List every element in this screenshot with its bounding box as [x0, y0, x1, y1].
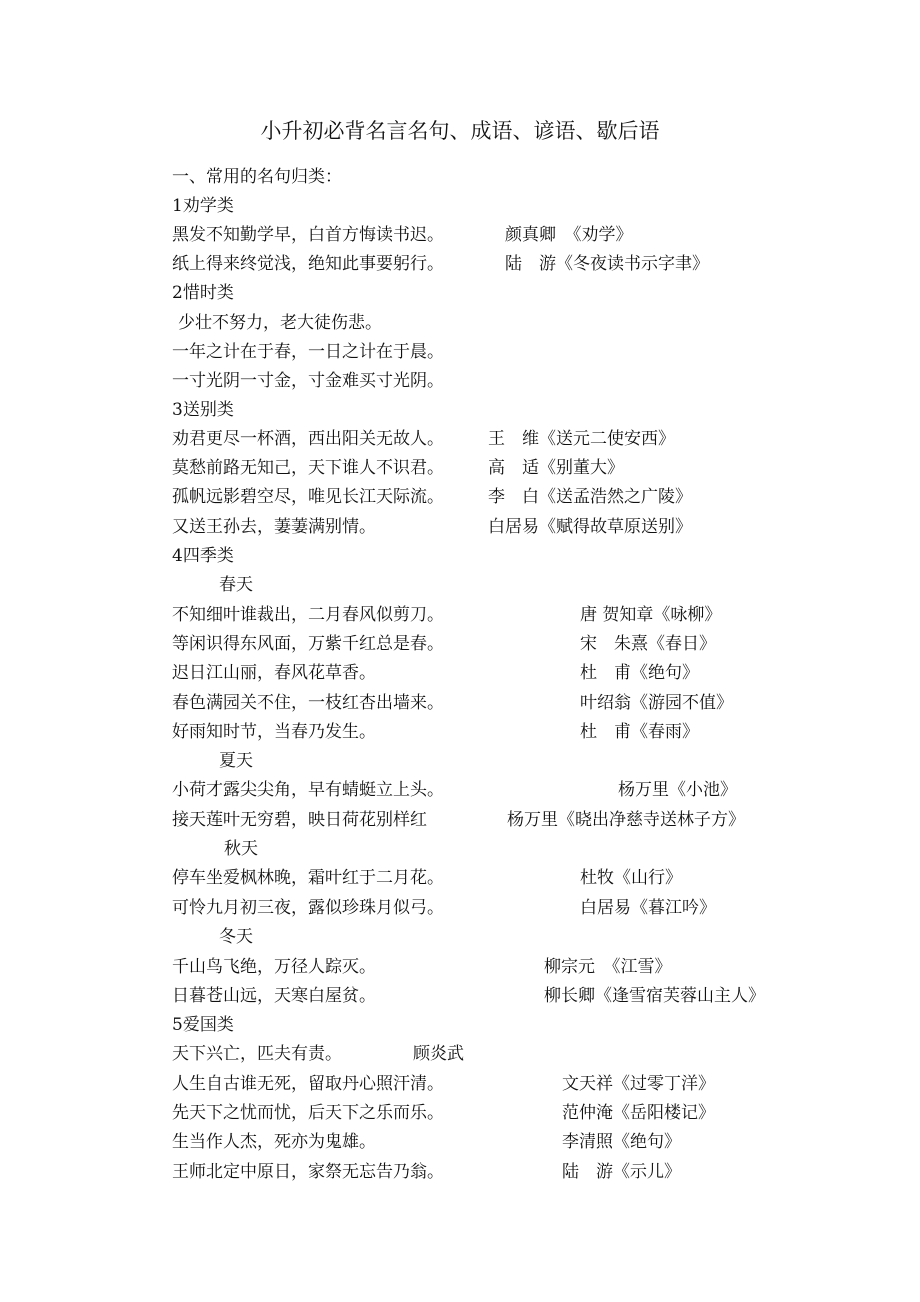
quote-text: 迟日江山丽，春风花草香。 [172, 663, 376, 683]
category-heading-study [0, 192, 920, 221]
quote-text: 少壮不努力，老大徒伤悲。 [178, 313, 382, 333]
quote-source: 白居易《赋得故草原送别》 [488, 517, 692, 537]
quote-source: 白居易《暮江吟》 [580, 898, 716, 918]
section-heading-famous-quotes [0, 163, 920, 192]
subheading-label: 夏天 [219, 751, 253, 771]
subheading-winter [0, 923, 920, 952]
quote-source: 高 适《别董大》 [488, 458, 624, 478]
quote-source: 颜真卿 《劝学》 [505, 225, 633, 245]
quote-text: 生当作人杰，死亦为鬼雄。 [172, 1132, 376, 1152]
quote-source: 宋 朱熹《春日》 [580, 634, 716, 654]
quote-text: 劝君更尽一杯酒，西出阳关无故人。 [172, 429, 444, 449]
quote-source: 李 白《送孟浩然之广陵》 [488, 487, 692, 507]
quote-text: 一寸光阴一寸金，寸金难买寸光阴。 [172, 371, 444, 391]
category-heading-time [0, 279, 920, 308]
quote-source: 唐 贺知章《咏柳》 [580, 605, 722, 625]
quote-line [0, 367, 920, 396]
quote-line [0, 1099, 920, 1128]
quote-line [0, 601, 920, 630]
category-heading-label: 4四季类 [172, 546, 234, 566]
quote-text: 等闲识得东风面，万紫千红总是春。 [172, 634, 444, 654]
quote-line [0, 425, 920, 454]
quote-line [0, 483, 920, 512]
category-heading-label: 2惜时类 [172, 283, 234, 303]
subheading-label: 秋天 [224, 839, 258, 859]
quote-text: 孤帆远影碧空尽，唯见长江天际流。 [172, 487, 444, 507]
quote-line [0, 776, 920, 805]
quote-line [0, 1158, 920, 1187]
quote-line [0, 1128, 920, 1157]
quote-text: 春色满园关不住，一枝红杏出墙来。 [172, 693, 444, 713]
quote-source: 范仲淹《岳阳楼记》 [562, 1103, 715, 1123]
quote-source: 王 维《送元二使安西》 [488, 429, 675, 449]
quote-text: 王师北定中原日，家祭无忘告乃翁。 [172, 1162, 444, 1182]
quote-line [0, 1070, 920, 1099]
quote-line [0, 454, 920, 483]
quote-line [0, 982, 920, 1011]
quote-source: 杨万里《晓出净慈寺送林子方》 [507, 810, 745, 830]
quote-line [0, 1040, 920, 1069]
quote-text: 黑发不知勤学早，白首方悔读书迟。 [172, 225, 444, 245]
quote-text: 莫愁前路无知己，天下谁人不识君。 [172, 458, 444, 478]
quote-text: 日暮苍山远，天寒白屋贫。 [172, 986, 376, 1006]
quote-text: 不知细叶谁裁出，二月春风似剪刀。 [172, 605, 444, 625]
quote-source: 李清照《绝句》 [562, 1132, 681, 1152]
quote-line [0, 894, 920, 923]
quote-text: 一年之计在于春，一日之计在于晨。 [172, 342, 444, 362]
section-heading-label: 一、常用的名句归类： [172, 167, 342, 187]
category-heading-patriotism [0, 1011, 920, 1040]
category-heading-label: 1劝学类 [172, 196, 234, 216]
category-heading-label: 5爱国类 [172, 1015, 234, 1035]
category-heading-seasons [0, 542, 920, 571]
quote-text: 先天下之忧而忧，后天下之乐而乐。 [172, 1103, 444, 1123]
quote-source: 陆 游《冬夜读书示字聿》 [505, 254, 709, 274]
quote-line [0, 513, 920, 542]
quote-line [0, 806, 920, 835]
quote-line [0, 221, 920, 250]
quote-line [0, 338, 920, 367]
quote-line [0, 659, 920, 688]
quote-source: 杨万里《小池》 [618, 780, 737, 800]
quote-line [0, 250, 920, 279]
quote-source: 杜牧《山行》 [580, 868, 682, 888]
quote-line [0, 718, 920, 747]
quote-source: 柳宗元 《江雪》 [544, 957, 672, 977]
quote-line [0, 689, 920, 718]
quote-source: 陆 游《示儿》 [562, 1162, 681, 1182]
quote-text: 人生自古谁无死，留取丹心照汗清。 [172, 1074, 444, 1094]
quote-text: 纸上得来终觉浅，绝知此事要躬行。 [172, 254, 444, 274]
quote-source: 顾炎武 [413, 1044, 464, 1064]
quote-source: 文天祥《过零丁洋》 [562, 1074, 715, 1094]
quote-text: 停车坐爱枫林晚，霜叶红于二月花。 [172, 868, 444, 888]
quote-source: 柳长卿《逢雪宿芙蓉山主人》 [544, 986, 765, 1006]
quote-text: 小荷才露尖尖角，早有蜻蜓立上头。 [172, 780, 444, 800]
quote-line [0, 953, 920, 982]
category-heading-label: 3送别类 [172, 400, 234, 420]
page-title: 小升初必背名言名句、成语、谚语、歇后语 [260, 119, 660, 143]
subheading-spring [0, 571, 920, 600]
quote-text: 又送王孙去，萋萋满别情。 [172, 517, 376, 537]
quote-source: 叶绍翁《游园不值》 [580, 693, 733, 713]
quote-line [0, 630, 920, 659]
subheading-summer [0, 747, 920, 776]
subheading-autumn [0, 835, 920, 864]
subheading-label: 冬天 [219, 927, 253, 947]
quote-text: 千山鸟飞绝，万径人踪灭。 [172, 957, 376, 977]
quote-source: 杜 甫《绝句》 [580, 663, 699, 683]
quote-text: 好雨知时节，当春乃发生。 [172, 722, 376, 742]
subheading-label: 春天 [219, 575, 253, 595]
quote-line [0, 309, 920, 338]
quote-line [0, 864, 920, 893]
quote-source: 杜 甫《春雨》 [580, 722, 699, 742]
quote-text: 天下兴亡，匹夫有责。 [172, 1044, 342, 1064]
quote-text: 可怜九月初三夜，露似珍珠月似弓。 [172, 898, 444, 918]
quote-text: 接天莲叶无穷碧，映日荷花别样红 [172, 810, 427, 830]
category-heading-farewell [0, 396, 920, 425]
